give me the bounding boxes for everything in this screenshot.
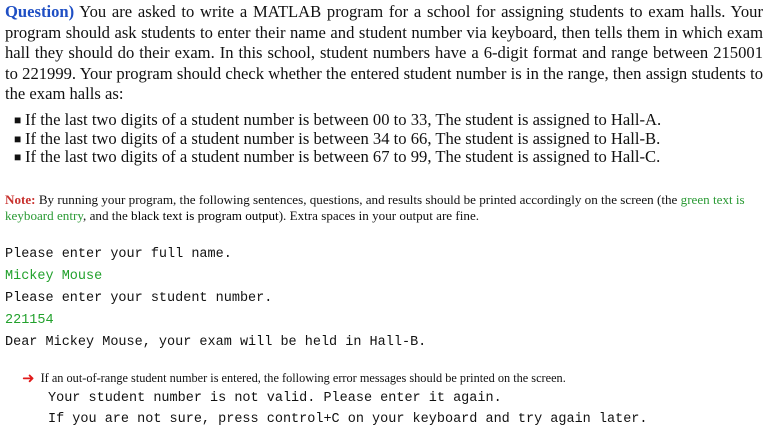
hall-rules-list (14, 111, 759, 167)
note-black-text: black text is program output (131, 208, 279, 224)
prompt-number-line: Please enter your student number. (5, 291, 273, 306)
bullet-icon: ■ (14, 150, 22, 165)
bullet-icon: ■ (14, 131, 22, 146)
question-label: Question) (5, 2, 75, 21)
list-item (14, 148, 759, 167)
list-item (14, 111, 759, 130)
input-name-line: Mickey Mouse (5, 269, 103, 284)
note-text-2: , and the (83, 208, 132, 224)
hall-rule-b: If the last two digits of a student number is between 34 to 66, The student is assigned to Hall-B. (25, 128, 661, 148)
hall-rule-a: If the last two digits of a student number is between 00 to 33, The student is assigned to Hall-A. (25, 110, 662, 129)
note-paragraph (5, 192, 760, 224)
question-paragraph (5, 2, 763, 105)
note-text-3: ). Extra spaces in your output are fine. (278, 208, 480, 224)
error-line-2: If you are not sure, press control+C on your keyboard and try again later. (48, 412, 648, 427)
hall-rule-c: If the last two digits of a student number is between 67 to 99, The student is assigned to Hall-C. (25, 147, 661, 167)
note-green-text: green text is keyboard entry (5, 192, 745, 224)
error-intro-text: If an out-of-range student number is entered, the following error messages should be printed on the screen. (40, 371, 566, 385)
result-line: Dear Mickey Mouse, your exam will be held in Hall-B. (5, 335, 427, 350)
bullet-icon: ■ (14, 113, 22, 127)
error-line-1: Your student number is not valid. Please enter it again. (48, 391, 502, 406)
note-label: Note: (5, 192, 36, 207)
question-body: You are asked to write a MATLAB program for a school for assigning students to exam halls. Your program should ask students to enter their name and student number via keyboard, then tells them in which exam hall they should do their exam. In this school, student numbers have a 6-digit format and range between 215001 to 221999. Your program should check whether the entered student number is in the range, then assign students to the exam halls as: (5, 2, 763, 104)
prompt-name-line: Please enter your full name. (5, 247, 232, 262)
error-intro-row (22, 369, 566, 387)
right-arrow-icon: ➜ (22, 369, 35, 387)
note-text-1: By running your program, the following sentences, questions, and results should be printed accordingly on the screen (the (35, 192, 681, 207)
list-item (14, 130, 759, 149)
input-number-line: 221154 (5, 313, 54, 328)
